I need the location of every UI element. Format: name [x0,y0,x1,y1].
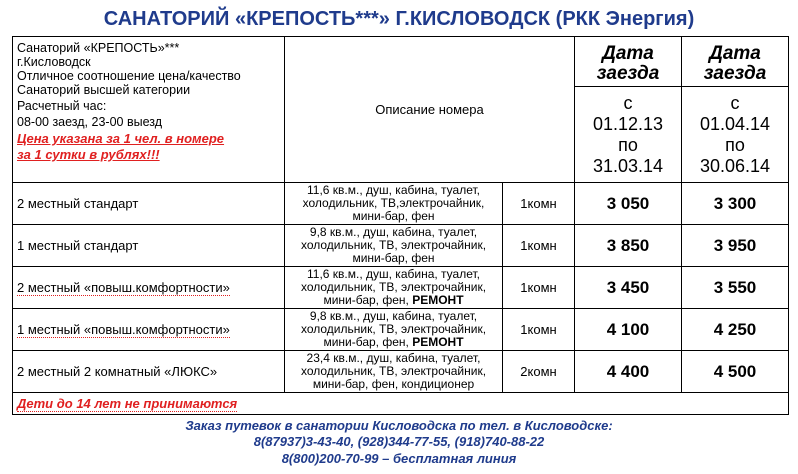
period-start: 01.04.14 [699,114,771,134]
price-period-2: 4 250 [682,309,789,351]
children-note [13,393,789,415]
period-2-dates [682,87,788,177]
desc-line: 11,6 кв.м., душ, кабина, туалет, [307,183,480,197]
price-note-line1: Цена указана за 1 чел. в номере [17,131,225,146]
desc-line: холодильник, ТВ,электрочайник, [302,196,485,210]
price-period-1: 4 400 [575,351,682,393]
desc-line: 11,6 кв.м., душ, кабина, туалет, [307,267,480,281]
period-1-dates [575,87,681,177]
desc-text: мини-бар, фен, [323,293,409,307]
desc-line: холодильник, ТВ, электрочайник, [300,364,487,378]
desc-line: холодильник, ТВ, электрочайник, [300,322,487,336]
room-name: 1 местный стандарт [13,225,285,267]
desc-text: мини-бар, фен, [323,335,409,349]
room-description [285,351,503,393]
date-label [682,42,788,87]
period-end: 30.06.14 [699,156,771,176]
price-table [12,36,789,415]
date-label-line2: заезда [703,63,767,84]
info-line: Санаторий «КРЕПОСТЬ»*** [17,41,180,55]
info-line: Расчетный час: [17,99,107,113]
info-line: г.Кисловодск [17,55,91,69]
period-from: с [623,93,633,113]
price-period-2: 4 500 [682,351,789,393]
room-name: 2 местный стандарт [13,183,285,225]
room-description [285,267,503,309]
period-from: с [730,93,740,113]
room-name-text: 1 местный «повыш.комфортности» [17,322,230,337]
table-row [13,309,789,351]
page-title: САНАТОРИЙ «КРЕПОСТЬ***» Г.КИСЛОВОДСК (РКК Энергия) [103,8,695,30]
price-period-1: 3 050 [575,183,682,225]
room-type: 1комн [503,309,575,351]
children-note-text: Дети до 14 лет не принимаются [17,396,238,411]
desc-line: 9,8 кв.м., душ, кабина, туалет, [309,309,478,323]
price-note-line2: за 1 сутки в рублях!!! [17,147,160,162]
footer-phones: 8(87937)3-43-40, (928)344-77-55, (918)740-88-22 [253,434,545,449]
price-period-2: 3 300 [682,183,789,225]
room-type: 1комн [503,225,575,267]
period-to: по [618,135,638,155]
room-name: 2 местный 2 комнатный «ЛЮКС» [13,351,285,393]
desc-line: холодильник, ТВ, электрочайник, [300,280,487,294]
room-type: 2комн [503,351,575,393]
period-1-header [575,37,682,183]
period-end: 31.03.14 [592,156,664,176]
room-description [285,225,503,267]
room-type: 1комн [503,183,575,225]
info-line: Отличное соотношение цена/качество [17,69,241,83]
period-to: по [725,135,745,155]
date-label [575,42,681,87]
price-period-1: 3 850 [575,225,682,267]
room-name-text: 2 местный «повыш.комфортности» [17,280,230,295]
desc-line [289,336,498,349]
desc-line: холодильник, ТВ, электрочайник, [300,238,487,252]
renovation-note: РЕМОНТ [412,335,464,349]
desc-line: мини-бар, фен, кондиционер [312,377,475,391]
renovation-note: РЕМОНТ [412,293,464,307]
date-label-line1: Дата [709,43,761,64]
period-2-header [682,37,789,183]
price-period-2: 3 950 [682,225,789,267]
room-name [13,309,285,351]
room-description [285,309,503,351]
desc-line: мини-бар, фен [352,209,435,223]
room-type: 1комн [503,267,575,309]
room-name [13,267,285,309]
footer-free-line: 8(800)200-70-99 – бесплатная линия [281,451,517,466]
info-line: Санаторий высшей категории [17,83,191,97]
price-period-1: 4 100 [575,309,682,351]
price-period-2: 3 550 [682,267,789,309]
children-note-row [13,393,789,415]
desc-line: 23,4 кв.м., душ, кабина, туалет, [306,351,481,365]
table-row [13,267,789,309]
table-row [13,183,789,225]
price-period-1: 3 450 [575,267,682,309]
table-row [13,351,789,393]
sanatorium-info [13,37,285,183]
period-start: 01.12.13 [592,114,664,134]
date-label-line1: Дата [602,43,654,64]
description-header: Описание номера [285,37,575,183]
desc-line [289,294,498,307]
room-description [285,183,503,225]
desc-line: 9,8 кв.м., душ, кабина, туалет, [309,225,478,239]
table-row [13,225,789,267]
date-label-line2: заезда [596,63,660,84]
info-line: 08-00 заезд, 23-00 выезд [17,115,162,129]
footer-line-1: Заказ путевок в санатории Кисловодска по тел. в Кисловодске: [185,418,613,433]
header-row [13,37,789,183]
desc-line: мини-бар, фен [352,251,435,265]
